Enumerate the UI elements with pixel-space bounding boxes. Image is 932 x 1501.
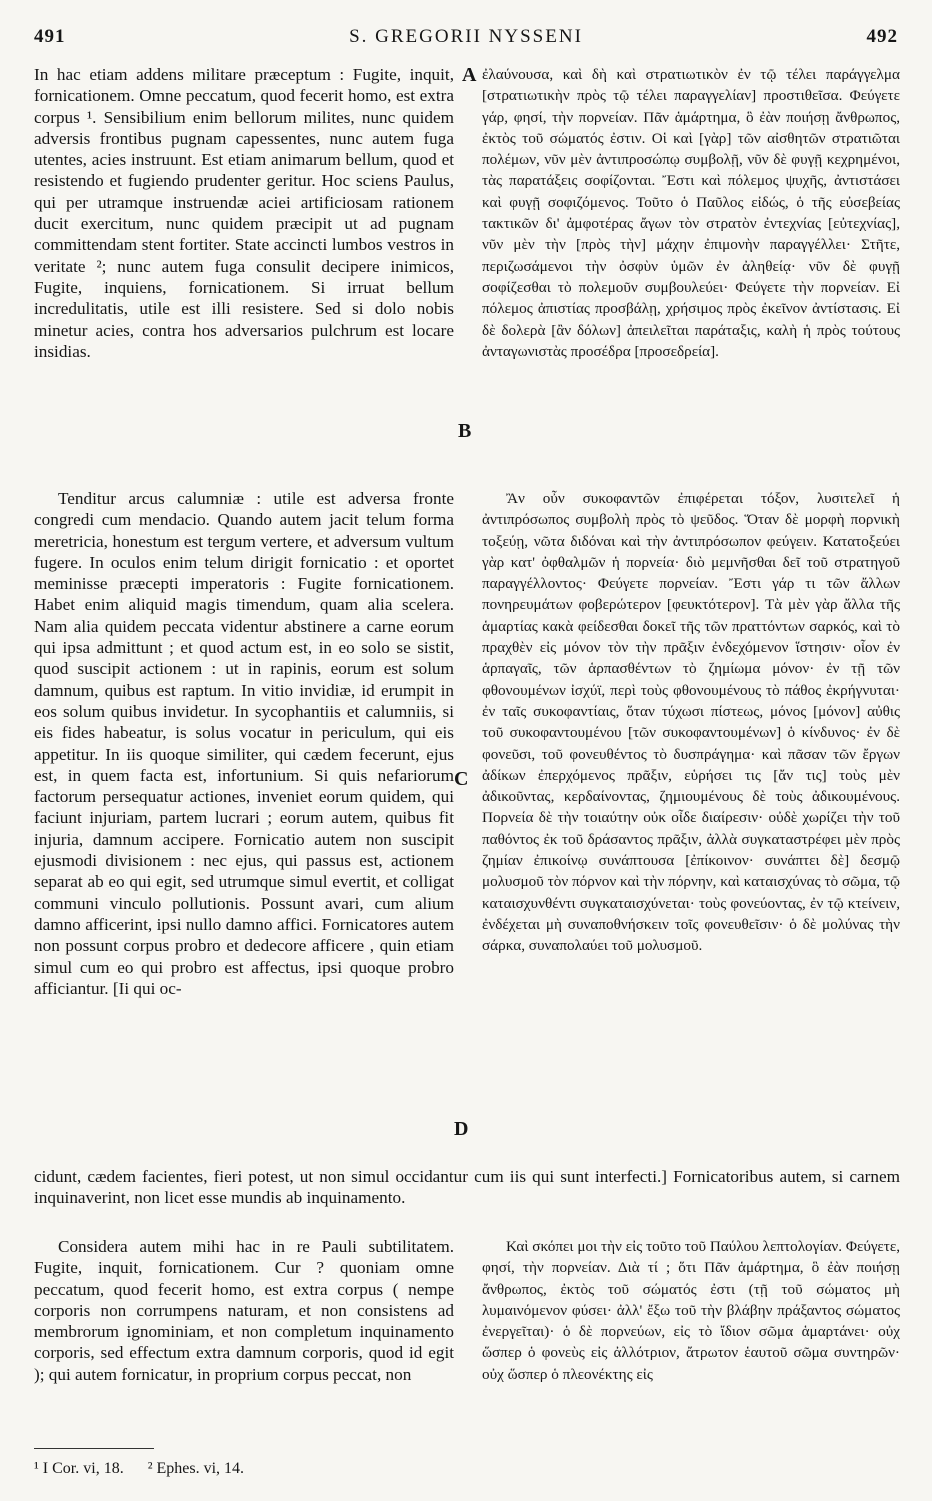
latin-paragraph-3: Considera autem mihi hac in re Pauli subtilitatem. Fugite, inquit, fornicationem. Cur ? quoniam omne peccatum, quod fecerit homo, est extra corpus ( nempe corporis non corrumpens naturam, et non consistens ad membrorum ignominiam, et non completum inquinamento corporis, sed effectum extra damnum corporis, quod id egit ); qui autem fornicatur, in proprium corpus peccat, non — [34, 1237, 454, 1384]
latin-paragraph-1: In hac etiam addens militare præceptum : Fugite, inquit, fornicationem. Omne peccatum, quod fecerit homo, est extra corpus ¹. Sensibilium enim bellorum milites, nunc quidem adversis frontibus pugnam capessentes, nunc autem fuga utentes, acies instruunt. Est etiam animarum bellum, quod et resistendo et fugiendo prudenter geritur. Hoc sciens Paulus, qui per utramque instruendæ aciei artificiosam rationem ducit exercitum, nunc quidem præcipit ut ad pugnam committendam stent fortiter. State accincti lumbos vestros in veritate ²; nunc autem fuga consulit decipere inimicos, Fugite, inquiens, fornicationem. Si irruat bellum incredulitatis, utile est illi resistere. Sed si dolo nobis minetur acies, contra hos adversarios pulchrum est locare insidias. — [34, 65, 454, 361]
footnote-2: ² Ephes. vi, 14. — [147, 1460, 245, 1477]
greek-column-1 — [482, 64, 900, 362]
greek-paragraph-3: Καὶ σκόπει μοι τὴν εἰς τοῦτο τοῦ Παύλου λεπτολογίαν. Φεύγετε, φησί, τὴν πορνείαν. Διὰ τί ; ὅτι Πᾶν ἁμάρτημα, ὃ ἐὰν ποιήσῃ ἄνθρωπος, ἐκτὸς τοῦ σώματός ἐστι (τῇ τοῦ σώματος μὴ λυμαινόμενον φύσει· ἀλλ' ἔξω τοῦ τὴν βλάβην πράξαντος σώματος ἐνεργεῖται)· ὁ δὲ πορνεύων, εἰς τὸ ἴδιον σῶμα ἁμαρτάνει· οὐχ ὥσπερ ὁ φονεὺς εἰς ἀλλότριον, ἄτρωτον ἑαυτοῦ σῶμα συντηρῶν· οὐχ ὥσπερ ὁ πλεονέκτης εἰς — [482, 1238, 900, 1383]
footnote-rule — [34, 1448, 154, 1449]
latin-paragraph-2: Tenditur arcus calumniæ : utile est adversa fronte congredi cum mendacio. Quando autem jacit telum forma meretricia, honestum est tergum vertere, et adversum vultum fugere. In oculos enim telum dirigit fornicatio : et oportet meminisse præcepti imperatoris : Fugite fornicationem. Habet enim aliquid magis timendum, quam alia scelera. Nam alia quidem peccata videntur abstinere a carne eorum qui ipsa admittunt ; et quod actum est, in eo solo se sistit, quod suscipit actionem : ut in rapinis, eorum est solum damnum, quibus est raptum. In vitio invidiæ, id erumpit in eos solum quibus invidetur. In sycophantiis et calumniis, si eis fides habeatur, is solus vocatur in periculum, qui eis appetitur. In iis quoque similiter, qui cædem fecerunt, ejus est, in quem facta est, infortunium. Si quis nefariorum factorum persequatur actiones, inveniet eorum quidem, qui faciunt injuriam, partem lucrari ; eorum autem, quibus fit injuria, damnum accipere. Fornicatio autem non suscipit ejusmodi divisionem : nec ejus, qui passus est, actionem separat ab eo qui egit, sed utrumque simul evertit, et colligat communi vinculo pollutionis. Possunt avari, cum alium damno afficerint, ipsi nullo damno affici. Fornicatores autem non possunt corpus probro et dedecore afficere , quin etiam simul cum eo qui probro est affectus, ipsi quoque probro afficiantur. [Ii qui oc- — [34, 489, 454, 998]
greek-paragraph-1: ἐλαύνουσα, καὶ δὴ καὶ στρατιωτικὸν ἐν τῷ τέλει παράγγελμα [στρατιωτικὴν πρὸς τῷ τέλει παραγγελίαν] προστιθεῖσα. Φεύγετε γάρ, φησί, τὴν πορνείαν. Πᾶν ἁμάρτημα, ὃ ἐὰν ποιήσῃ ἄνθρωπος, ἐκτὸς τοῦ σώματός ἐστιν. Οἱ καὶ [γὰρ] τῶν αἰσθητῶν στρατιῶται πολέμων, νῦν μὲν ἀντιπροσώπῳ συμβολῇ, νῦν δὲ φυγῇ κεχρημένοι, τὰς παρατάξεις σοφίζονται. Ἔστι καὶ πόλεμος ψυχῆς, ἀντιστάσει καὶ φυγῇ σοφιζόμενος. Τοῦτο ὁ Παῦλος εἰδώς, ὁ τῆς εὐσεβείας τακτικῶν δι' ἀμφοτέρας ἄγων τὸν στρατὸν ἐντεχνίας [εὐτεχνίας], νῦν μὲν τὴν [πρὸς τὴν] μάχην ἐπιμονὴν παραγγέλλει· Στῆτε, περιζωσάμενοι τὴν ὀσφὺν ὑμῶν ἐν ἀληθείᾳ· νῦν δὲ φυγῇ σοφίζεσθαι τὸ πολεμοῦν συμβουλεύει· Φεύγετε τὴν πορνείαν. Εἰ πόλεμος ἀπιστίας προσβάλῃ, χρήσιμος πρὸς ἐκεῖνον ἀντίστασις. Εἰ δὲ δολερὰ [ἂν δόλων] ἀπειλεῖται παράταξις, καλὴ ἡ πρὸς τούτους ἀνταγωνιστὰς προσέδρα [προσεδρεία]. — [482, 66, 900, 360]
footnote-1: ¹ I Cor. vi, 18. — [34, 1460, 124, 1477]
margin-letter-a: A — [462, 64, 477, 86]
footnotes — [34, 1460, 264, 1478]
running-head: S. GREGORII NYSSENI — [349, 26, 583, 47]
margin-letter-c: C — [454, 768, 469, 790]
page-number-left: 491 — [34, 26, 66, 47]
page-number-right: 492 — [866, 26, 898, 47]
greek-paragraph-2: Ἂν οὖν συκοφαντῶν ἐπιφέρεται τόξον, λυσιτελεῖ ἡ ἀντιπρόσωπος συμβολὴ πρὸς τὸ ψεῦδος. Ὅταν δὲ μορφὴ πορνικὴ τοξεύῃ, νῶτα διδόναι καὶ τὴν ἀντιπρόσωπον φεύγειν. Κατατοξεύει γὰρ κατ' ὀφθαλμῶν ἡ πορνεία· διὸ μεμνῆσθαι δεῖ τοῦ στρατηγοῦ παραγγέλλοντος· Φεύγετε πορνείαν. Ἔστι γάρ τι τῶν ἄλλων πονηρευμάτων φοβερώτερον [φευκτότερον]. Τὰ μὲν γὰρ ἄλλα τῆς ἁμαρτίας κακὰ φείδεσθαι δοκεῖ τῆς τῶν πραττόντων σαρκός, καὶ τὸ πραχθὲν εἰς μόνον τὸν τὴν πρᾶξιν ἐνδεχόμενον ἵστησιν· οἷον ἐν ἁρπαγαῖς, τῶν ἁρπασθέντων τὸ ζημίωμα μόνον· ἐν τῇ τῶν φθονουμένων ἰσχύϊ, περὶ τοὺς φθονουμένους τὸ πάθος ἐκρήγνυται· ἐν ταῖς συκοφαντίαις, ὅταν τύχωσι πίστεως, μόνος [μόνον] αὐθις τοῦ συκοφαντουμένου [τῶν συκοφαντουμένων] ὁ κίνδυνος· ἐν δὲ φονεῦσι, τοῦ φονευθέντος τὸ δυσπράγημα· καὶ πᾶσαν τῶν ἔργων ἀδίκων ἐπερχόμενος πρᾶξιν, εὑρήσει τις [ἄν τις] τοὺς μὲν ἀδικοῦντας, κερδαίνοντας, ζημιουμένους δὲ τοὺς ἀδικουμένους. Πορνεία δὲ τὴν τοιαύτην οὐκ οἶδε διαίρεσιν· οὐδὲ χωρίζει τὴν τοῦ παθόντος ἐκ τοῦ δράσαντος πρᾶξιν, ἀλλὰ συγκαταστρέφει μὲν πρὸς ζημίαν ἐπικοίνῳ συνάπτουσα [ἐπίκοινον· συνάπτει δὲ] δεσμῷ μολυσμοῦ τὸν πόρνον καὶ τὴν πόρνην, καὶ καταισχύνας τὸ σῶμα, τῷ καταισχυνθέντι συγκαταισχύνεται· τοὺς φονεύοντας, ἐν τῷ κτείνειν, ἐνδέχεται μὴ συναποθνήσκειν τοῖς φονευθεῖσιν· ὁ δὲ μολύνας τὴν σάρκα, συναπολαύει τοῦ μολυσμοῦ. — [482, 490, 900, 955]
latin-column-3 — [34, 1236, 454, 1385]
latin-column-2 — [34, 488, 454, 999]
margin-letter-d: D — [454, 1118, 469, 1140]
margin-letter-b: B — [458, 420, 472, 442]
greek-column-3 — [482, 1236, 900, 1385]
greek-column-2 — [482, 488, 900, 957]
latin-spanning-line — [34, 1166, 900, 1209]
latin-column-1 — [34, 64, 454, 362]
latin-spanning-text: cidunt, cædem facientes, fieri potest, ut non simul occidantur cum iis qui sunt interfecti.] Fornicatoribus autem, si carnem inquinaverint, non licet esse mundis ab inquinamento. — [34, 1167, 900, 1208]
